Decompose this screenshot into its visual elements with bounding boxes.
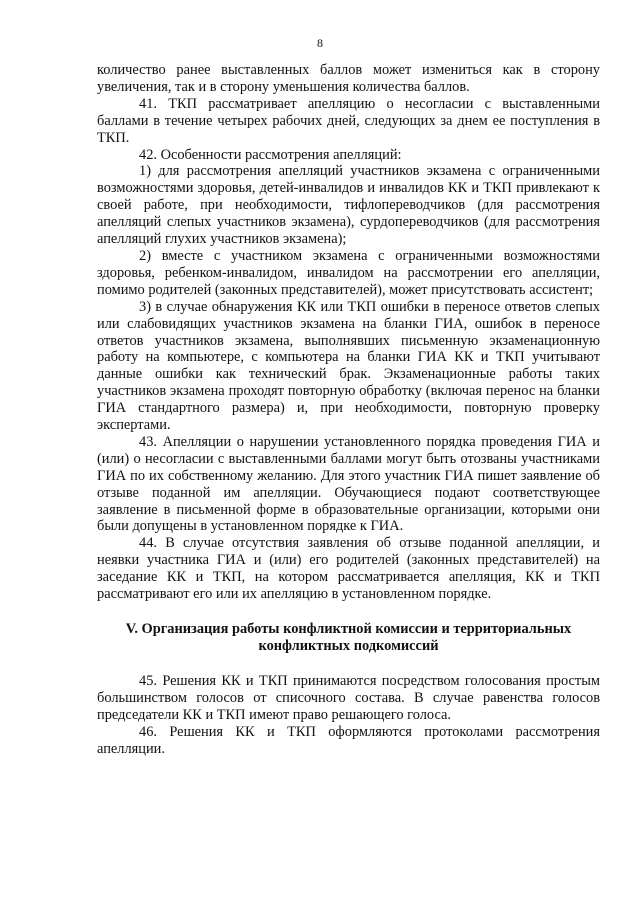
section-heading-line-1: V. Организация работы конфликтной комиссии и территориальных	[125, 621, 572, 637]
section-heading	[97, 621, 600, 655]
paragraph: 43. Апелляции о нарушении установленного порядка проведения ГИА и (или) о несогласии с выставленными баллами могут быть отозваны участниками ГИА по их собственному желанию. Для этого участник ГИА пишет заявление об отзыве поданной им апелляции. Обучающиеся подают соответствующее заявление в письменной форме в образовательные организации, которыми они были допущены в установленном порядке к ГИА.	[97, 433, 600, 535]
paragraph: 42. Особенности рассмотрения апелляций:	[139, 146, 402, 163]
paragraph: 44. В случае отсутствия заявления об отзыве поданной апелляции, и неявки участника ГИА и (или) его родителей (законных представителей) на заседание КК и ТКП, на котором рассматривается апелляция, КК и ТКП рассматривают его или их апелляцию в установленном порядке.	[97, 535, 600, 603]
page-number: 8	[317, 36, 323, 50]
document-body	[97, 62, 600, 758]
paragraph: 41. ТКП рассматривает апелляцию о несогласии с выставленными баллами в течение четырех рабочих дней, следующих за днем ее поступления в ТКП.	[97, 95, 600, 146]
paragraphs-before-heading	[97, 62, 600, 603]
paragraph: 2) вместе с участником экзамена с ограниченными возможностями здоровья, ребенком-инвалидом, инвалидом на рассмотрении его апелляции, помимо родителей (законных представителей), может присутствовать ассистент;	[97, 247, 600, 298]
paragraphs-after-heading	[97, 673, 600, 758]
paragraph: 3) в случае обнаружения КК или ТКП ошибки в переносе ответов слепых или слабовидящих участников экзамена на бланки ГИА, ошибок в переносе ответов участников экзамена, выполнявших письменную экзаменационную работу на компьютере, с компьютера на бланки ГИА КК и ТКП учитывают данные ошибки как технический брак. Экзаменационные работы таких участников экзамена проходят повторную обработку (включая перенос на бланки ГИА стандартного размера) и, при необходимости, повторную проверку экспертами.	[97, 298, 600, 434]
paragraph: количество ранее выставленных баллов может измениться как в сторону увеличения, так и в сторону уменьшения количества баллов.	[97, 62, 600, 95]
paragraph: 1) для рассмотрения апелляций участников экзамена с ограниченными возможностями здоровья, детей-инвалидов и инвалидов КК и ТКП привлекают к своей работе, при необходимости, тифлопереводчиков (для рассмотрения апелляций слепых участников экзамена), сурдопереводчиков (для рассмотрения апелляций глухих участников экзамена);	[97, 163, 600, 248]
paragraph: 46. Решения КК и ТКП оформляются протоколами рассмотрения апелляции.	[97, 723, 600, 757]
section-heading-line-2: конфликтных подкомиссий	[258, 638, 439, 654]
paragraph: 45. Решения КК и ТКП принимаются посредством голосования простым большинством голосов от списочного состава. В случае равенства голосов председатели КК и ТКП имеют право решающего голоса.	[97, 673, 600, 723]
